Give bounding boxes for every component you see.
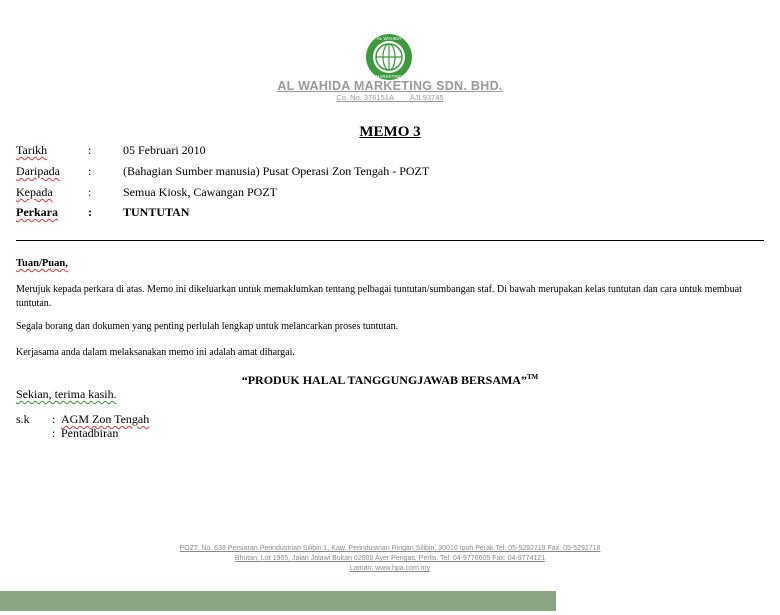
logo-text-top: AL WAHIDA [376,36,402,41]
trademark-mark: TM [526,373,539,381]
logo-text-bottom: MARKETING [375,74,403,79]
footer-address-1: POZT, No. 638 Persiaran Perindustrian Silibin 1, Kaw. Perindustrian Ringan Silibin, 30010 Ipoh Perak Tel: 05-5292719 Fax: 05-5292718 [179,545,601,552]
paragraph-intro: Merujuk kepada perkara di atas. Memo ini dikeluarkan untuk memaklumkan tentang pelbagai tuntutan/sumbangan staf. Di bawah merupakan kelas tuntutan dan cara untuk membuat tuntutan. [16,284,742,309]
cc-item: Pentadbiran [61,426,119,440]
closing: Sekian, terima kasih. [16,387,117,401]
field-colon: : [88,164,92,178]
footer-website: Laman: www.hpa.com.my [349,565,431,572]
field-label: Tarikh [16,143,48,157]
field-label: Daripada [16,164,60,178]
cc-item: AGM Zon Tengah [61,412,150,426]
paragraph-cooperation: Kerjasama anda dalam melaksanakan memo ini adalah amat dihargai. [16,347,295,358]
footer-bar-gap [556,600,780,612]
company-logo [364,32,414,82]
footer-address-2: Bhutan, Lot 1965, Jalan Jalawi Bukan 02800 Ayer Pengas, Perlis. Tel: 04-9776605 Fax: 04-9774121 [234,555,546,562]
company-registration: Co. No. 376151A AJL93745 [336,93,444,102]
field-value: (Bahagian Sumber manusia) Pusat Operasi Zon Tengah - POZT [123,164,430,178]
company-name: AL WAHIDA MARKETING SDN. BHD. [277,79,503,93]
field-value: 05 Februari 2010 [123,143,206,157]
header-divider [16,240,764,241]
cc-colon: : [52,426,56,440]
cc-colon: : [52,412,56,426]
field-value: TUNTUTAN [123,205,190,219]
slogan-text: “PRODUK HALAL TANGGUNGJAWAB BERSAMA” [241,373,527,387]
field-colon: : [88,205,92,219]
paragraph-documents: Segala borang dan dokumen yang penting perlulah lengkap untuk melancarkan proses tuntutan. [16,321,399,332]
field-colon: : [88,143,92,157]
cc-label: s.k [16,412,30,426]
slogan [0,373,780,388]
salutation: Tuan/Puan, [16,258,68,269]
memo-title: MEMO 3 [359,124,421,140]
field-label: Kepada [16,185,53,199]
field-label: Perkara [16,205,58,219]
field-colon: : [88,185,92,199]
field-value: Semua Kiosk, Cawangan POZT [123,185,277,199]
footer-bar [0,591,556,611]
